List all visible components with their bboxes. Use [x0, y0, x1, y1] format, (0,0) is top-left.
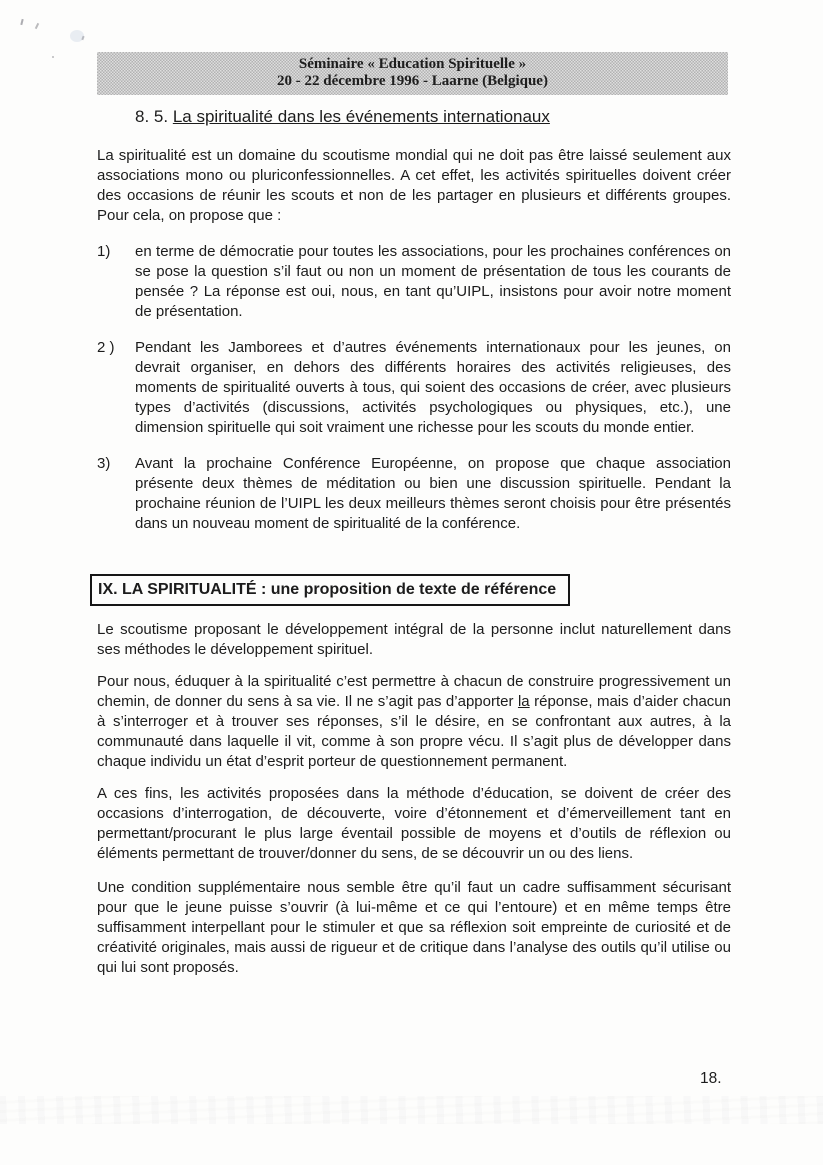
item-text: Avant la prochaine Conférence Européenne, on propose que chaque association présente deux thèmes de méditation ou bien une discussion spirituelle. Pendant la prochaine réunion de l’UIPL les deux meilleurs thèmes seront choisis pour être présentés dans un nouveau moment de spiritualité de la conférence. [135, 455, 731, 532]
paragraph: Le scoutisme proposant le développement intégral de la personne inclut naturellement dans ses méthodes le développement spirituel. [97, 621, 731, 658]
scan-artifact-mark [35, 23, 39, 29]
underlined-word: la [517, 693, 530, 710]
intro-paragraph: La spiritualité est un domaine du scoutisme mondial qui ne doit pas être laissé seulement aux associations mono ou pluriconfessionnelles. A cet effet, les activités spirituelles doivent créer des occasions de réunir les scouts et non de les partager en plusieurs et différents groupes. Pour cela, on propose que : [97, 147, 731, 224]
section-number: 8. 5. [135, 107, 169, 126]
item-text: Pendant les Jamborees et d’autres événements internationaux pour les jeunes, on devrait organiser, en dehors des différents horaires des activités religieuses, des moments de spiritualité ouverts à tous, qui soient des occasions de créer, avec plusieurs types d’activités (discussions, activités psychologiques ou physiques, etc.), une dimension spirituelle qui soit vraiment une richesse pour les scouts du monde entier. [135, 339, 731, 436]
page-number: 18. [700, 1070, 722, 1087]
header-seminar-title: Séminaire « Education Spirituelle » [298, 56, 527, 72]
item-marker: 3) [97, 455, 111, 472]
paragraph: Une condition supplémentaire nous semble être qu’il faut un cadre suffisamment sécurisant pour que le jeune puisse s’ouvrir (à lui-même et ce qui l’entoure) et en même temps être suffisamment interpellant pour le stimuler et que sa réflexion soit empreinte de curiosité et de créativité originales, mais aussi de rigueur et de critique dans l’analyse des outils qu’il utilise ou qui lui sont proposés. [97, 879, 731, 976]
document-body [97, 106, 731, 994]
paragraph-text: Pour nous, éduquer à la spiritualité c’est permettre à chacun de construire progressivement un chemin, de donner du sens à sa vie. Il ne s’agit pas d’apporter [97, 673, 731, 710]
list-item [97, 242, 731, 322]
boxed-section-heading: IX. LA SPIRITUALITÉ : une proposition de texte de référence [90, 574, 570, 606]
item-text: en terme de démocratie pour toutes les associations, pour les prochaines conférences on se pose la question s’il faut ou non un moment de présentation de tous les courants de pensée ? La réponse est oui, nous, en tant qu’UIPL, insistons pour avoir notre moment de présentation. [135, 243, 731, 320]
list-item [97, 338, 731, 438]
paragraph: A ces fins, les activités proposées dans la méthode d’éducation, se doivent de créer des occasions d’interrogation, de découverte, voire d’étonnement et d’émerveillement tant en permettant/procurant le plus large éventail possible de moyens et d’outils de réflexion ou éléments permettant de trouver/donner du sens, de se découvrir un ou des liens. [97, 785, 731, 862]
section-title: La spiritualité dans les événements internationaux [172, 107, 550, 126]
scan-artifact-mark [81, 36, 84, 40]
scan-artifact-mark [20, 19, 23, 25]
scan-artifact-dot [52, 56, 54, 58]
item-marker: 1) [97, 243, 111, 260]
header-seminar-date-location: 20 - 22 décembre 1996 - Laarne (Belgique) [277, 73, 548, 89]
section-heading [135, 106, 731, 128]
paragraph [97, 672, 731, 772]
scan-noise-strip [0, 1096, 823, 1124]
paragraph-text: réponse, mais d’aider chacun à s’interroger et à trouver ses réponses, s’il le désire, en se confrontant aux autres, à la communauté dans laquelle il vit, comme à son propre vécu. Il s’agit plus de développer dans chaque individu un état d’esprit porteur de questionnement permanent. [97, 693, 731, 770]
page-header-band [97, 52, 728, 95]
numbered-list [97, 242, 731, 534]
list-item [97, 454, 731, 534]
item-marker: 2 ) [97, 339, 115, 356]
